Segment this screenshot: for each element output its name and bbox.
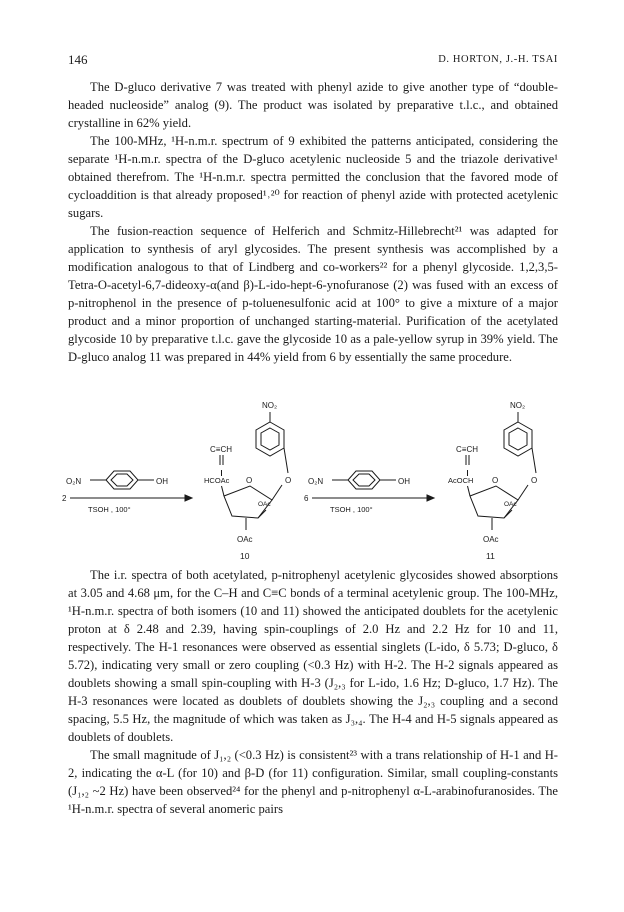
ring-acetoxy-label: OAc (504, 501, 517, 508)
bottom-acetoxy-label: OAc (483, 535, 499, 544)
reaction-scheme (60, 390, 570, 560)
nitro-label: NO₂ (510, 401, 526, 410)
reagent-o2n-label: O₂N (308, 477, 324, 486)
reagent-oh-label: OH (398, 477, 410, 486)
glycosidic-oxygen-label: O (285, 476, 292, 485)
reaction-conditions: TSOH , 100° (88, 505, 131, 514)
running-head: D. HORTON, J.-H. TSAI (438, 54, 558, 65)
reaction-scheme-drawing (60, 390, 570, 560)
nitro-label: NO₂ (262, 401, 278, 410)
reactant-number: 6 (304, 494, 309, 503)
bottom-acetoxy-label: OAc (237, 535, 253, 544)
page-number: 146 (68, 52, 88, 67)
side-chain-label: HCOAc (204, 476, 230, 485)
ring-oxygen-label: O (246, 476, 253, 485)
reagent-oh-label: OH (156, 477, 168, 486)
side-chain-label: AcOCH (448, 476, 474, 485)
paragraph: The i.r. spectra of both acetylated, p-nitrophenyl acetylenic glycosides showed absorptions at 3.05 and 4.68 μm, for the C–H and C≡C bonds of a terminal acetylenic group. The 100-MHz, ¹H-n.m.r. spectra of both isomers (10 and 11) showed the anticipated doublets for the acetylenic proton at δ 2.48 and 2.39, having spin-couplings of 2.0 Hz and 2.2 Hz for 10 and 11, respectively. The H-1 resonances were observed as essential singlets (L-ido, δ 5.73; D-gluco, δ 5.72), indicating very small or zero coupling (<0.3 Hz) with H-2. The H-2 signals appeared as doublets showing a small spin-coupling with H-3 (J₂,₃ for L-ido, 1.6 Hz; D-gluco, 1.7 Hz). The H-3 resonances were located as doublets of doublets showing the J₂,₃ coupling and a second spacing, 5.5 Hz, the magnitude of which was taken as J₃,₄. The H-4 and H-5 signals appeared as doublets of doublets. (68, 568, 558, 744)
glycosidic-oxygen-label: O (531, 476, 538, 485)
alkyne-label: C≡CH (456, 445, 478, 454)
text-block-lower (68, 566, 558, 818)
paragraph: The 100-MHz, ¹H-n.m.r. spectrum of 9 exhibited the patterns anticipated, considering the separate ¹H-n.m.r. spectra of the D-gluco acetylenic nucleoside 5 and the triazole derivative¹ obtained therefrom. The ¹H-n.m.r. spectra permitted the conclusion that the favored mode of cycloaddition is that already proposed¹˒²⁰ for reaction of phenyl azide with protected acetylenic sugars. (68, 134, 558, 220)
ring-acetoxy-label: OAc (258, 501, 271, 508)
compound-number: 10 (240, 551, 250, 560)
reactant-number: 2 (62, 494, 67, 503)
paragraph: The small magnitude of J₁,₂ (<0.3 Hz) is consistent²³ with a trans relationship of H-1 and H-2, indicating the α-L (for 10) and β-D (for 11) configuration. Similar, small coupling-constants (J₁,₂ ~2 Hz) have been observed²⁴ for the phenyl and p-nitrophenyl α-L-arabinofuranosides. The ¹H-n.m.r. spectra of several anomeric pairs (68, 748, 558, 816)
ring-oxygen-label: O (492, 476, 499, 485)
reagent-o2n-label: O₂N (66, 477, 82, 486)
paragraph: The D-gluco derivative 7 was treated with phenyl azide to give another type of “double-headed nucleoside” analog (9). The product was isolated by preparative t.l.c., and obtained crystalline in 62% yield. (68, 80, 558, 130)
alkyne-label: C≡CH (210, 445, 232, 454)
compound-number: 11 (486, 551, 495, 560)
paragraph: The fusion-reaction sequence of Helferich and Schmitz-Hillebrecht²¹ was adapted for application to synthesis of aryl glycosides. The present synthesis was accomplished by a modification analogous to that of Lindberg and co-workers²² for a phenyl glycoside. 1,2,3,5-Tetra-O-acetyl-6,7-dideoxy-α(and β)-L-ido-hept-6-ynofuranose (2) was fused with an excess of p-nitrophenol in the presence of p-toluenesulfonic acid at 100° to give a mixture of a major product and a minor proportion of unchanged starting-material. Purification of the acetylated glycoside 10 by preparative t.l.c. gave the glycoside 10 as a pale-yellow syrup in 39% yield. The D-gluco analog 11 was prepared in 44% yield from 6 by essentially the same procedure. (68, 224, 558, 364)
reaction-conditions: TSOH , 100° (330, 505, 373, 514)
text-block-upper (68, 78, 558, 366)
page-header (68, 52, 558, 72)
